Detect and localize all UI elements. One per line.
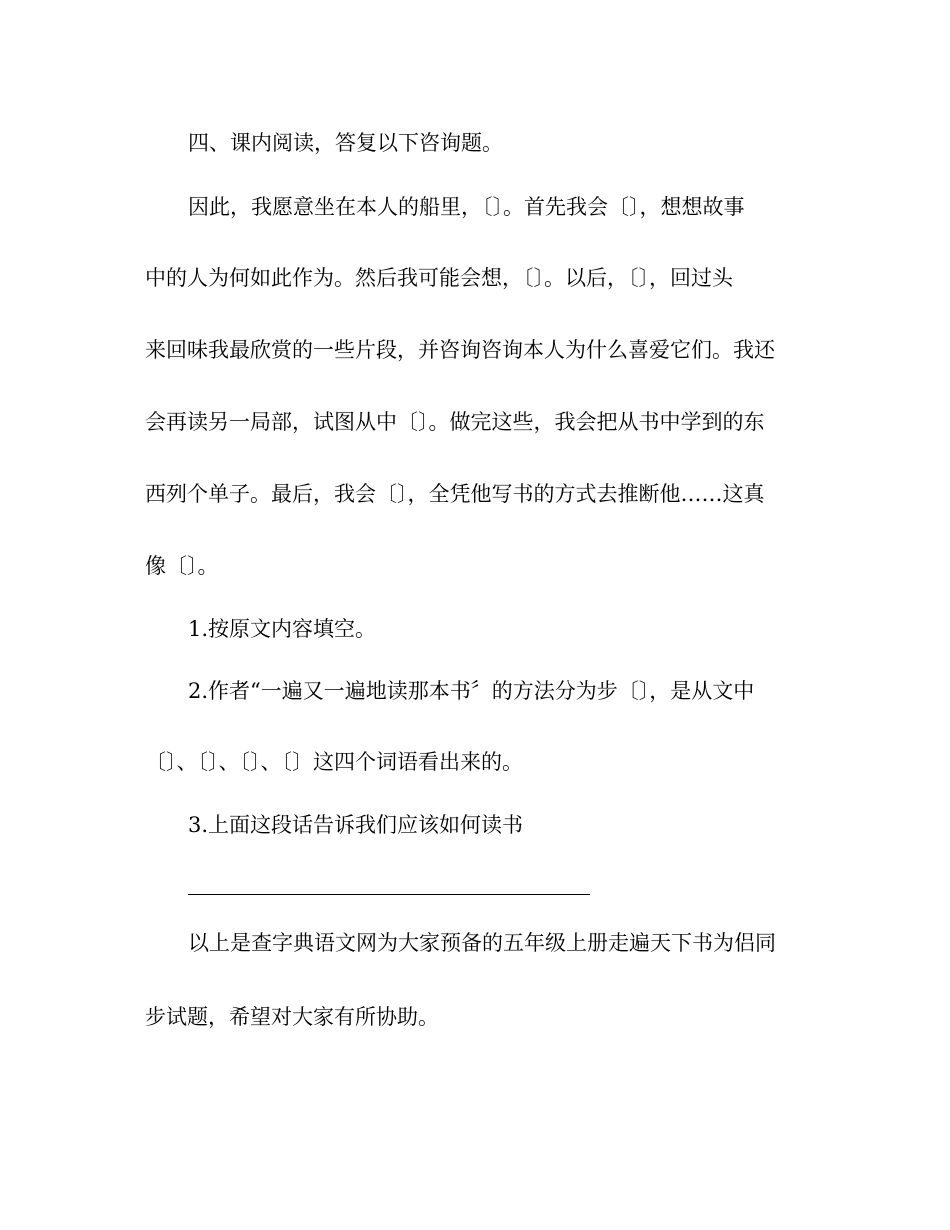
passage-line-3: 来回味我最欣赏的一些片段，并咨询咨询本人为什么喜爱它们。我还	[145, 338, 775, 362]
passage-line-6: 像〔〕。	[145, 554, 219, 578]
closing-line-2: 步试题，希望对大家有所协助。	[145, 1005, 439, 1029]
question-1: 1.按原文内容填空。	[188, 617, 377, 641]
passage-line-2: 中的人为何如此作为。然后我可能会想，〔〕。以后，〔〕，回过头	[145, 266, 733, 290]
question-2-line-2: 〔〕、〔〕、〔〕、〔〕这四个词语看出来的。	[145, 750, 523, 774]
passage-line-1: 因此，我愿意坐在本人的船里，〔〕。首先我会〔〕，想想故事	[188, 195, 745, 219]
question-3: 3.上面这段话告诉我们应该如何读书	[188, 813, 524, 837]
section-heading: 四、课内阅读，答复以下咨询题。	[188, 131, 503, 155]
passage-line-5: 西列个单子。最后，我会〔〕，全凭他写书的方式去推断他……这真	[145, 482, 765, 506]
passage-line-4: 会再读另一局部，试图从中〔〕。做完这些，我会把从书中学到的东	[145, 410, 765, 434]
question-2-line-1: 2.作者“一遍又一遍地读那本书〞的方法分为步〔〕，是从文中	[188, 679, 755, 703]
closing-line-1: 以上是查字典语文网为大家预备的五年级上册走遍天下书为侣同	[188, 931, 776, 955]
answer-line	[188, 894, 590, 895]
